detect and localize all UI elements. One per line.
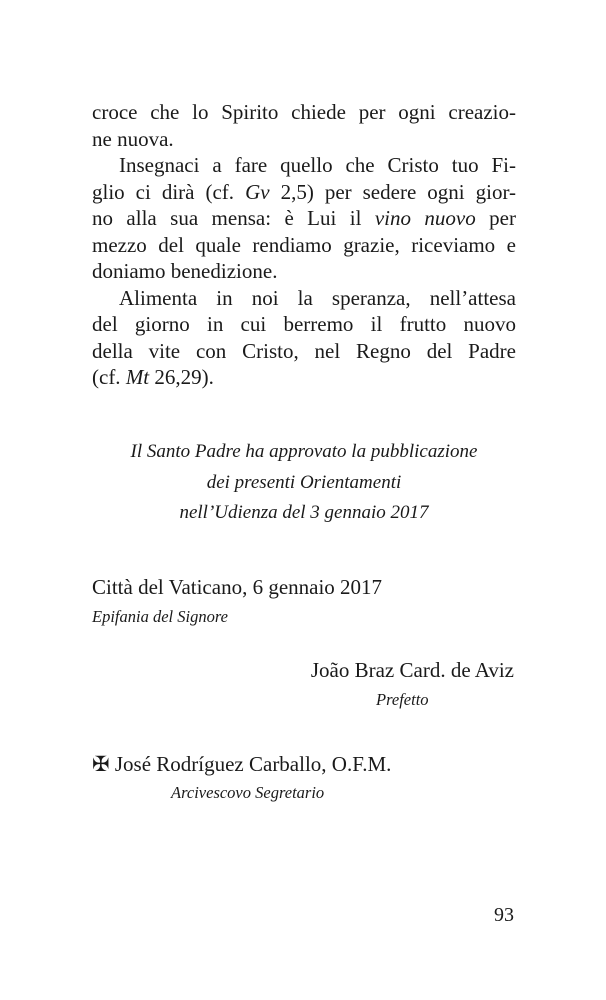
italic-reference: vino nuovo: [374, 206, 476, 230]
signatory-prefect-title: Prefetto: [376, 690, 429, 709]
text-run: (cf.: [92, 365, 126, 389]
text-line: [92, 179, 516, 206]
text-line: [92, 285, 516, 312]
approval-line: Il Santo Padre ha approvato la pubblicazione: [130, 441, 478, 462]
text-run: 26,29).: [149, 365, 214, 389]
text-run: Insegnaci a fare quello che Cristo tuo Fi-: [119, 153, 516, 177]
text-line: [92, 311, 516, 338]
text-line: [92, 258, 516, 285]
approval-line: nell’Udienza del 3 gennaio 2017: [179, 502, 429, 523]
text-run: glio ci dirà (cf.: [92, 179, 246, 204]
text-line: [92, 232, 516, 259]
approval-line: dei presenti Orientamenti: [206, 471, 402, 493]
place-date: Città del Vaticano, 6 gennaio 2017: [92, 575, 383, 599]
text-run: croce che lo Spirito chiede per ogni creazio-: [92, 100, 516, 124]
text-run: ne nuova.: [92, 126, 174, 151]
text-line: [92, 205, 516, 232]
text-line: [92, 338, 516, 365]
italic-reference: Gv: [245, 179, 270, 204]
text-line: [92, 152, 516, 179]
text-run: Alimenta in noi la speranza, nell’attesa: [119, 285, 516, 310]
text-run: per: [475, 206, 516, 230]
text-run: della vite con Cristo, nel Regno del Padre: [92, 338, 516, 363]
text-run: no alla sua mensa: è Lui il: [92, 206, 375, 230]
text-run: 2,5) per sedere ogni gior-: [269, 179, 517, 204]
page-number: 93: [494, 904, 514, 926]
signatory-prefect-name: João Braz Card. de Aviz: [310, 658, 514, 682]
italic-reference: Mt: [125, 365, 150, 389]
signatory-secretary-name: ✠ José Rodríguez Carballo, O.F.M.: [92, 752, 392, 776]
feast-day: Epifania del Signore: [92, 607, 228, 626]
body-text: [92, 99, 516, 391]
text-run: doniamo benedizione.: [92, 259, 278, 283]
signatory-secretary-title: Arcivescovo Segretario: [171, 783, 325, 802]
text-line: [92, 99, 516, 126]
text-line: [92, 126, 516, 153]
approval-note: [92, 437, 516, 529]
text-line: [92, 364, 516, 391]
text-run: del giorno in cui berremo il frutto nuovo: [92, 312, 516, 336]
text-run: mezzo del quale rendiamo grazie, riceviamo e: [92, 232, 516, 257]
